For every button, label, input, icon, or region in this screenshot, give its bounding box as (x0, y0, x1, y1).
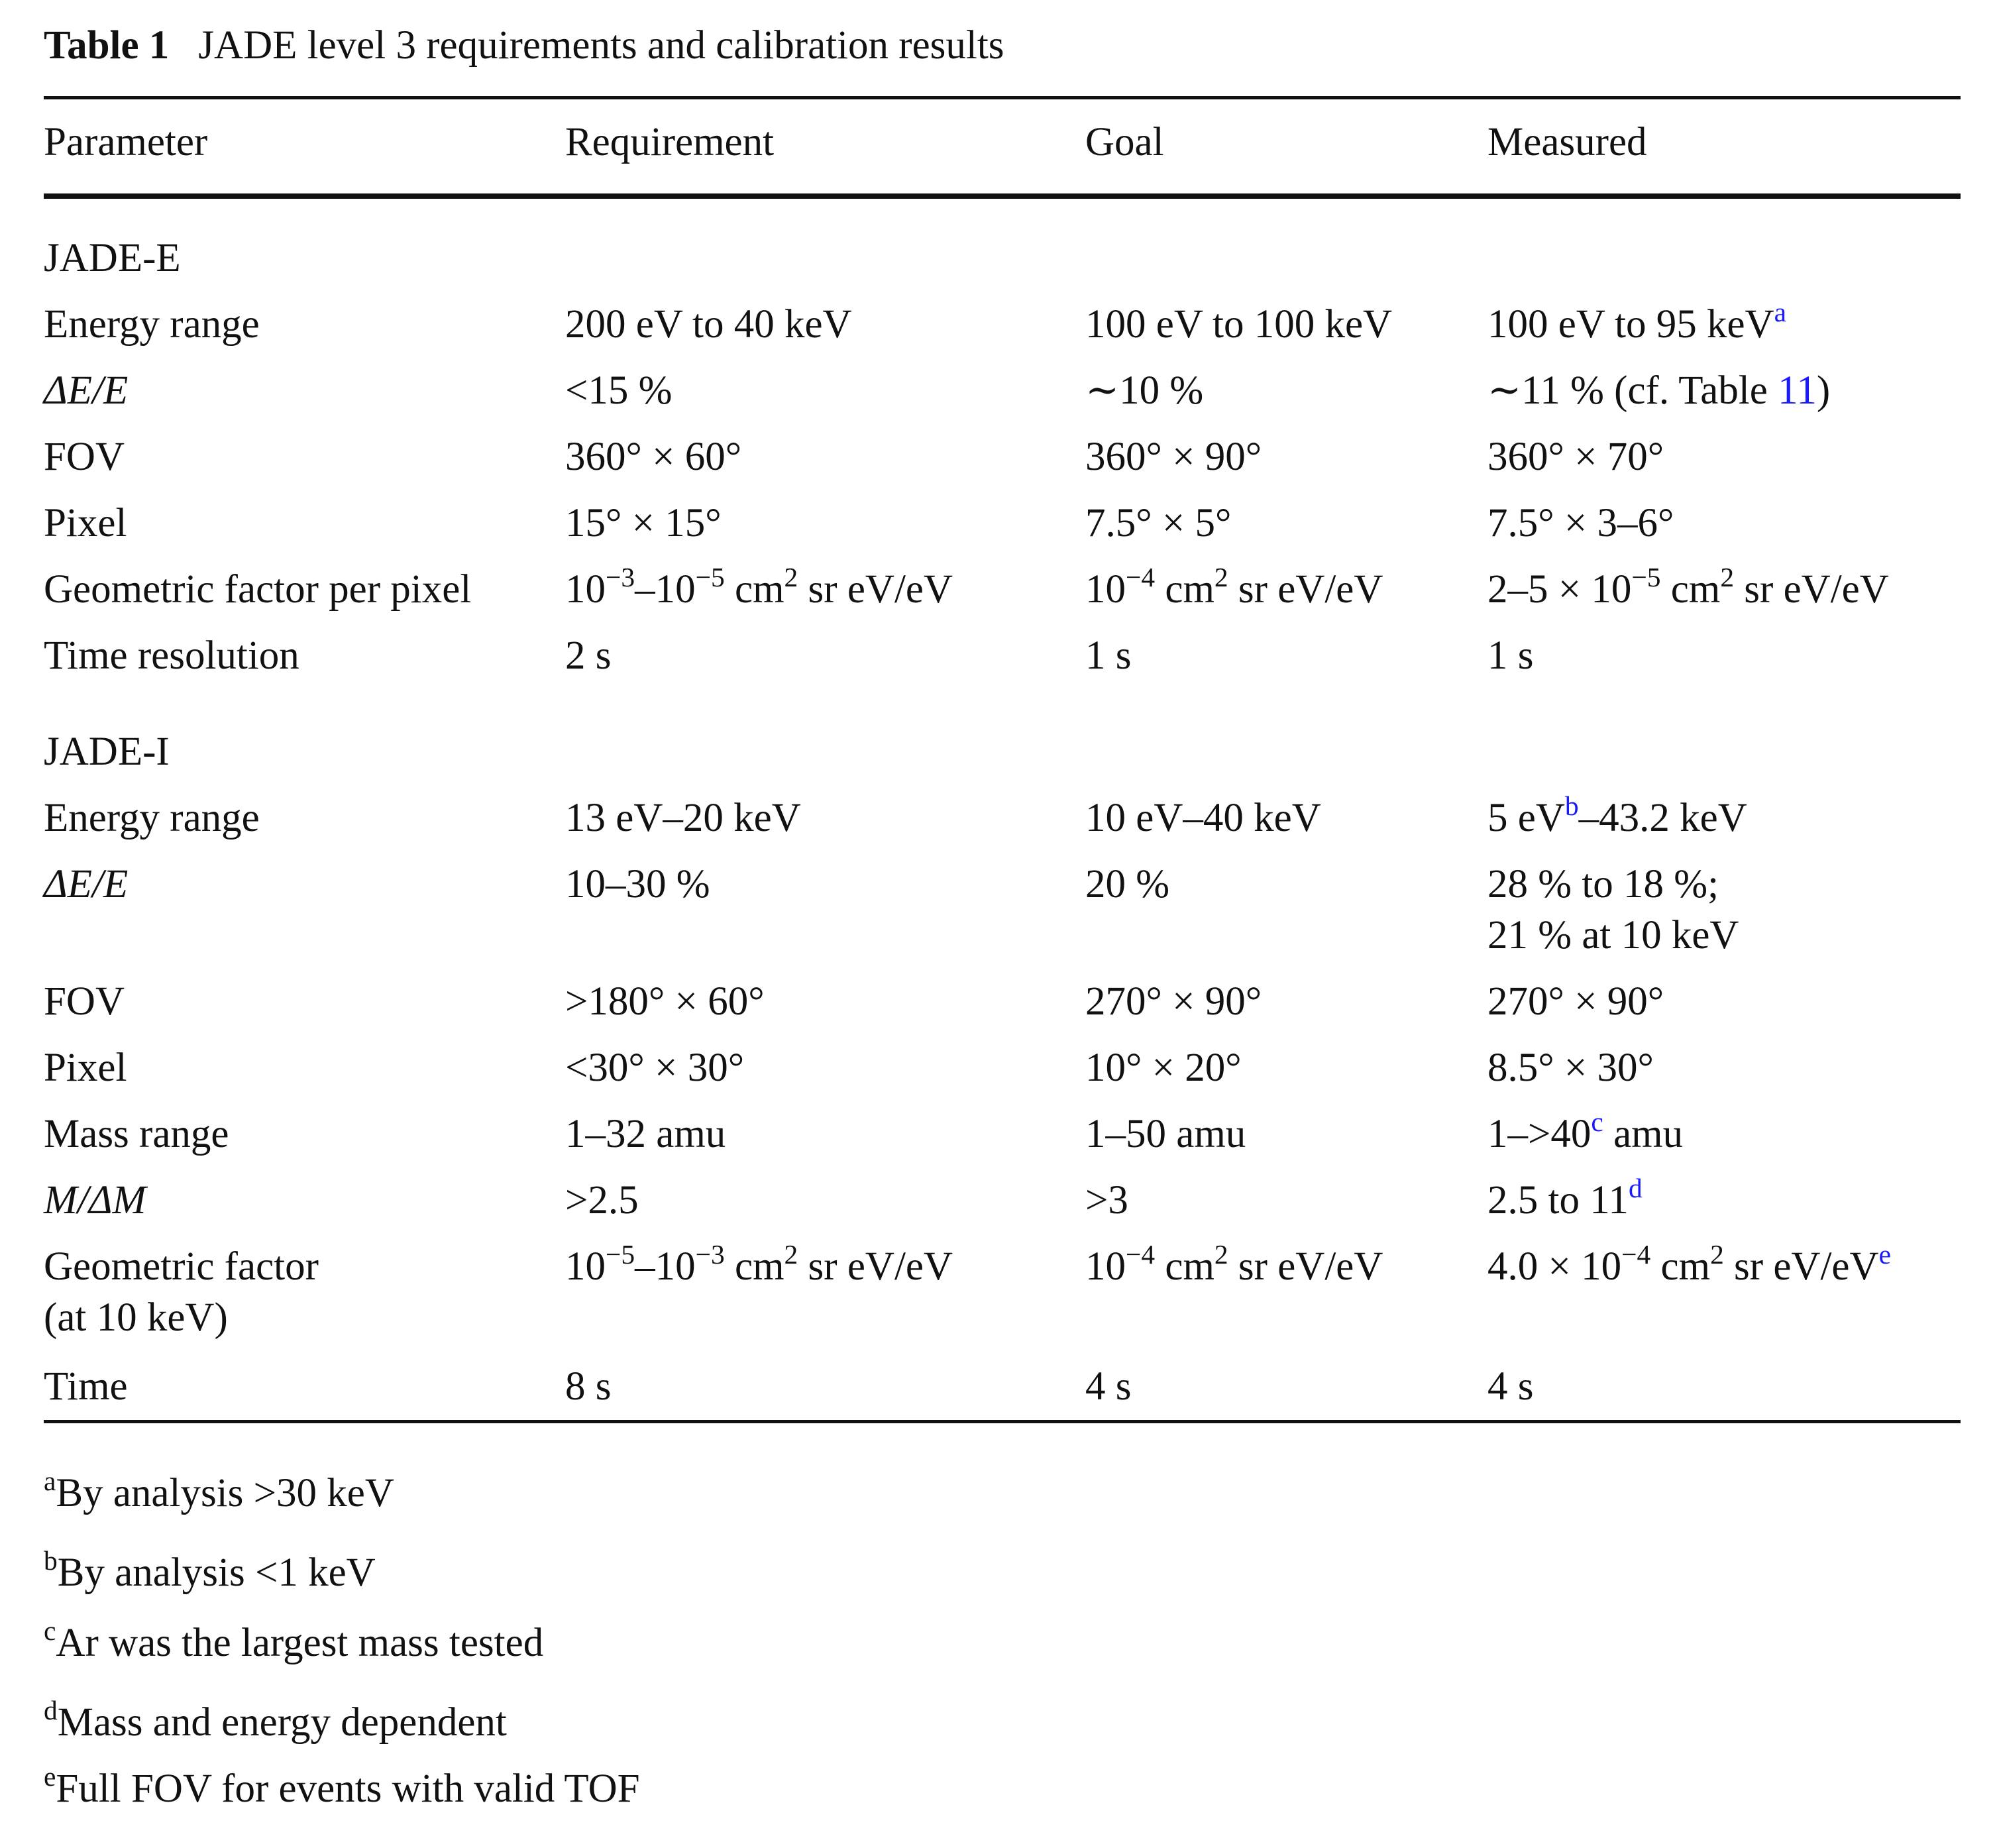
header-measured: Measured (1487, 120, 1647, 164)
goal-pixel-i: 10° × 20° (1085, 1046, 1242, 1090)
param-energy-range-i: Energy range (44, 796, 260, 840)
goal-delta-e-over-e-i: 20 % (1085, 862, 1170, 906)
section-title-jade-e: JADE-E (44, 236, 181, 280)
header-requirement: Requirement (565, 120, 775, 164)
goal-geometric-factor-i: $10^{-4}$ $cm^2$ sr eV/eV (1085, 1238, 1383, 1289)
footnote-e: $^e$Full FOV for events with valid TOF (44, 1761, 640, 1811)
table-label: Table 1 (44, 23, 170, 68)
param-geometric-factor-i-line1: Geometric factor (44, 1244, 319, 1289)
req-time: 8 s (565, 1364, 612, 1409)
goal-energy-range: 100 eV to 100 keV (1085, 302, 1393, 347)
param-geometric-factor: Geometric factor per pixel (44, 567, 472, 612)
header-rule (44, 193, 1961, 199)
goal-delta-e-over-e: ∼10 % (1085, 368, 1204, 413)
goal-geometric-factor: $10^{-4}$ $cm^2$ sr eV/eV (1085, 561, 1383, 612)
req-time-resolution: 2 s (565, 633, 612, 678)
meas-pixel: 7.5° × 3–6° (1487, 501, 1674, 545)
param-time-resolution: Time resolution (44, 633, 299, 678)
meas-delta-e-over-e-i-line2: 21 % at 10 keV (1487, 913, 1739, 957)
meas-time: 4 s (1487, 1364, 1534, 1409)
param-fov: FOV (44, 435, 125, 479)
meas-mass-resolution: 2.5 to 11$^d$ (1487, 1172, 1643, 1223)
meas-delta-e-over-e-i-line1: 28 % to 18 %; (1487, 862, 1719, 906)
meas-fov: 360° × 70° (1487, 435, 1664, 479)
req-delta-e-over-e: <15 % (565, 368, 673, 413)
header-parameter: Parameter (44, 120, 208, 164)
req-mass-resolution: >2.5 (565, 1178, 639, 1223)
param-mass-resolution: M/ΔM (44, 1178, 146, 1223)
goal-fov-i: 270° × 90° (1085, 979, 1262, 1024)
goal-time: 4 s (1085, 1364, 1132, 1409)
meas-geometric-factor-i: $4.0 \times 10^{-4}$ $cm^2$ sr eV/eV$^e$ (1487, 1238, 1891, 1289)
header-goal: Goal (1085, 120, 1164, 164)
req-geometric-factor: $10^{-3}-10^{-5}$ $cm^2$ sr eV/eV (565, 561, 953, 612)
table-title: JADE level 3 requirements and calibration results (198, 23, 1004, 68)
goal-energy-range-i: 10 eV–40 keV (1085, 796, 1321, 840)
table-11-link[interactable]: 11 (1778, 368, 1817, 413)
req-pixel: 15° × 15° (565, 501, 722, 545)
footnote-ref-b[interactable]: b (1564, 790, 1579, 821)
param-mass-range: Mass range (44, 1112, 229, 1156)
req-geometric-factor-i: $10^{-5}-10^{-3}$ $cm^2$ sr eV/eV (565, 1238, 953, 1289)
meas-energy-range-i: 5 eV$^b$–43.2 keV (1487, 790, 1747, 840)
goal-time-resolution: 1 s (1085, 633, 1132, 678)
goal-fov: 360° × 90° (1085, 435, 1262, 479)
meas-energy-range: 100 eV to 95 keV$^a$ (1487, 296, 1787, 347)
meas-pixel-i: 8.5° × 30° (1487, 1046, 1654, 1090)
footnote-c: $^c$Ar was the largest mass tested (44, 1615, 544, 1665)
param-energy-range: Energy range (44, 302, 260, 347)
footnote-ref-c[interactable]: c (1591, 1106, 1603, 1137)
top-rule (44, 96, 1961, 99)
footnote-ref-d[interactable]: d (1628, 1172, 1643, 1203)
footnote-d: $^d$Mass and energy dependent (44, 1694, 507, 1745)
req-energy-range: 200 eV to 40 keV (565, 302, 852, 347)
meas-delta-e-over-e: ∼11 % (cf. Table 11) (1487, 368, 1831, 413)
req-fov-i: >180° × 60° (565, 979, 765, 1024)
goal-pixel: 7.5° × 5° (1085, 501, 1232, 545)
meas-fov-i: 270° × 90° (1487, 979, 1664, 1024)
section-title-jade-i: JADE-I (44, 730, 170, 774)
meas-geometric-factor: $2-5 \times 10^{-5}$ $cm^2$ sr eV/eV (1487, 561, 1889, 612)
param-time: Time (44, 1364, 128, 1409)
goal-mass-range: 1–50 amu (1085, 1112, 1246, 1156)
footnote-a: $^a$By analysis >30 keV (44, 1465, 394, 1515)
param-fov-i: FOV (44, 979, 125, 1024)
meas-mass-range: 1–>40$^c$ amu (1487, 1106, 1684, 1156)
bottom-rule (44, 1420, 1961, 1423)
req-fov: 360° × 60° (565, 435, 742, 479)
req-mass-range: 1–32 amu (565, 1112, 726, 1156)
meas-time-resolution: 1 s (1487, 633, 1534, 678)
param-pixel-i: Pixel (44, 1046, 127, 1090)
req-pixel-i: <30° × 30° (565, 1046, 745, 1090)
param-delta-e-over-e: ΔE/E (44, 368, 129, 413)
table-caption (44, 25, 1004, 66)
footnote-ref-e[interactable]: e (1878, 1238, 1891, 1270)
footnote-ref-a[interactable]: a (1774, 296, 1787, 327)
footnote-b: $^b$By analysis <1 keV (44, 1545, 376, 1595)
param-pixel: Pixel (44, 501, 127, 545)
goal-mass-resolution: >3 (1085, 1178, 1128, 1223)
req-energy-range-i: 13 eV–20 keV (565, 796, 801, 840)
param-geometric-factor-i-line2: (at 10 keV) (44, 1295, 228, 1340)
param-delta-e-over-e-i: ΔE/E (44, 862, 129, 906)
req-delta-e-over-e-i: 10–30 % (565, 862, 710, 906)
